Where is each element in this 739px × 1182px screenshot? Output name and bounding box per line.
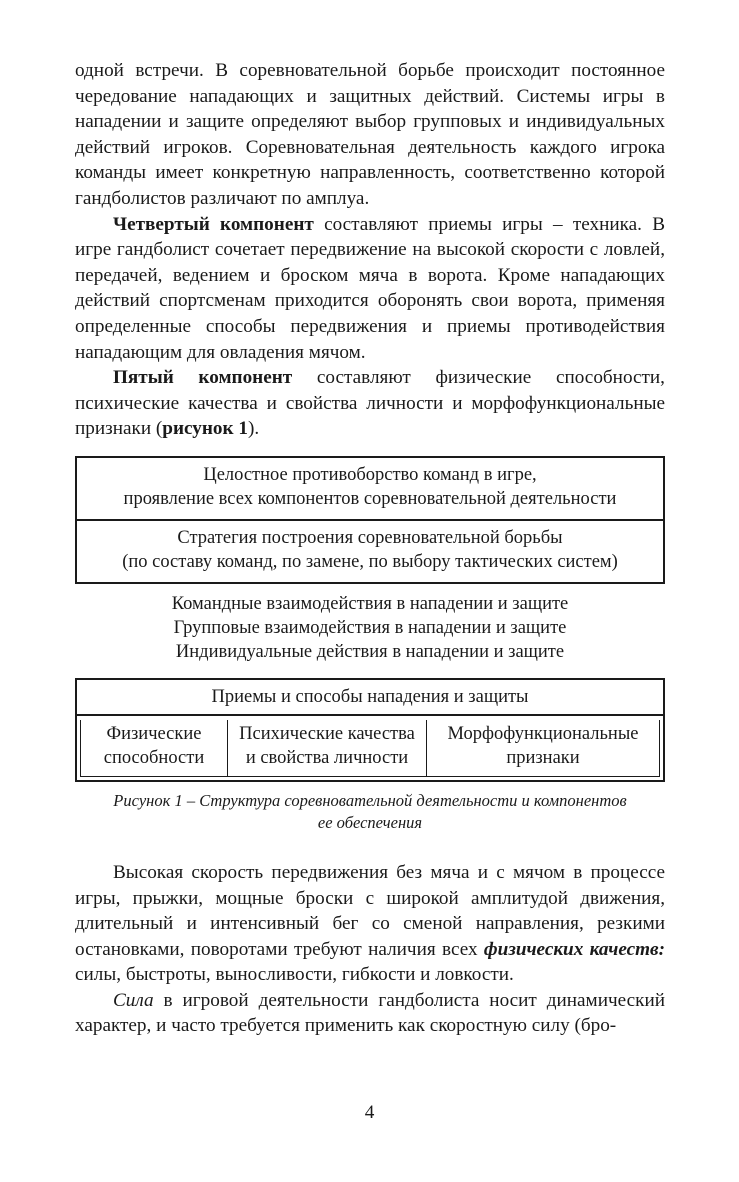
figure-caption-line2: ее обеспечения [317,812,423,832]
paragraph-4-bold-italic: физических качеств: [483,938,665,960]
paragraph-3-end: ). [247,418,260,440]
paragraph-5-text: в игровой деятельности гандболиста носит динамический характер, и часто требуется применить как скоростную силу (бро- [75,989,665,1037]
figure-top-box [75,456,665,584]
figure-individual-actions: Индивидуальные действия в нападении и защите [175,641,565,662]
figure-table-header: Приемы и способы нападения и защиты [77,680,663,716]
figure-reference: рисунок 1 [162,418,248,440]
figure-caption-line1: Рисунок 1 – Структура соревновательной деятельности и компонентов [113,790,627,810]
paragraph-4 [75,860,665,988]
figure-box-strategy-line2: (по составу команд, по замене, по выбору тактических систем) [122,551,618,572]
paragraph-3 [75,365,665,442]
figure-box-holistic-line1: Целостное противоборство команд в игре, [203,464,537,485]
figure-box-strategy [77,519,663,582]
paragraph-5 [75,988,665,1039]
figure-table-columns [80,720,660,777]
paragraph-5-italic: Сила [113,989,154,1011]
paragraph-4-text: Высокая скорость передвижения без мяча и с мячом в процессе игры, прыжки, мощные броски с широкой амплитудой движения, длительный и интенсивный бег со сменой направления, резкими остановками, поворотами требуют наличия всех [75,861,665,960]
paragraph-1: одной встречи. В соревновательной борьбе происходит постоянное чередование нападающих и защитных действий. Системы игры в нападении и защите определяют выбор групповых и индивидуальных действий игроков. Соревновательная деятельность каждого игрока команды имеет конкретную направленность, соответственно которой гандболистов различают по амплуа. [75,60,665,209]
figure-box-holistic-line2: проявление всех компонентов соревновательной деятельности [123,488,617,509]
paragraph-2 [75,212,665,366]
figure-group-interactions: Групповые взаимодействия в нападении и защите [173,617,567,638]
figure-team-interactions: Командные взаимодействия в нападении и защите [171,593,569,614]
figure-interaction-lines [75,592,665,664]
figure-col-psychic: Психические качества и свойства личности [227,720,426,776]
page-number: 4 [364,1102,375,1123]
figure-bottom-table [75,678,665,782]
paragraph-4-end: силы, быстроты, выносливости, гибкости и ловкости. [75,964,514,986]
paragraph-2-text: составляют приемы игры – техника. В игре гандболист сочетает передвижение на высокой скорости с ловлей, передачей, ведением и броском мяча в ворота. Кроме нападающих действий спортсменам приходится оборонять свои ворота, применяя определенные способы передвижения и приемы противодействия нападающим для овладения мячом. [75,213,665,363]
figure-col-morpho: Морфофункциональные признаки [426,720,659,776]
paragraph-3-text: составляют физические способности, психические качества и свойства личности и морфофункциональные признаки ( [75,367,665,440]
figure-box-holistic [77,458,663,519]
figure-col-physical: Физические способности [103,723,205,768]
figure-caption [75,790,665,834]
paragraph-3-bold: Пятый компонент [113,367,293,389]
page-content [75,58,665,1039]
figure-box-strategy-line1: Стратегия построения соревновательной борьбы [177,527,563,548]
paragraph-2-bold: Четвертый компонент [113,213,314,235]
